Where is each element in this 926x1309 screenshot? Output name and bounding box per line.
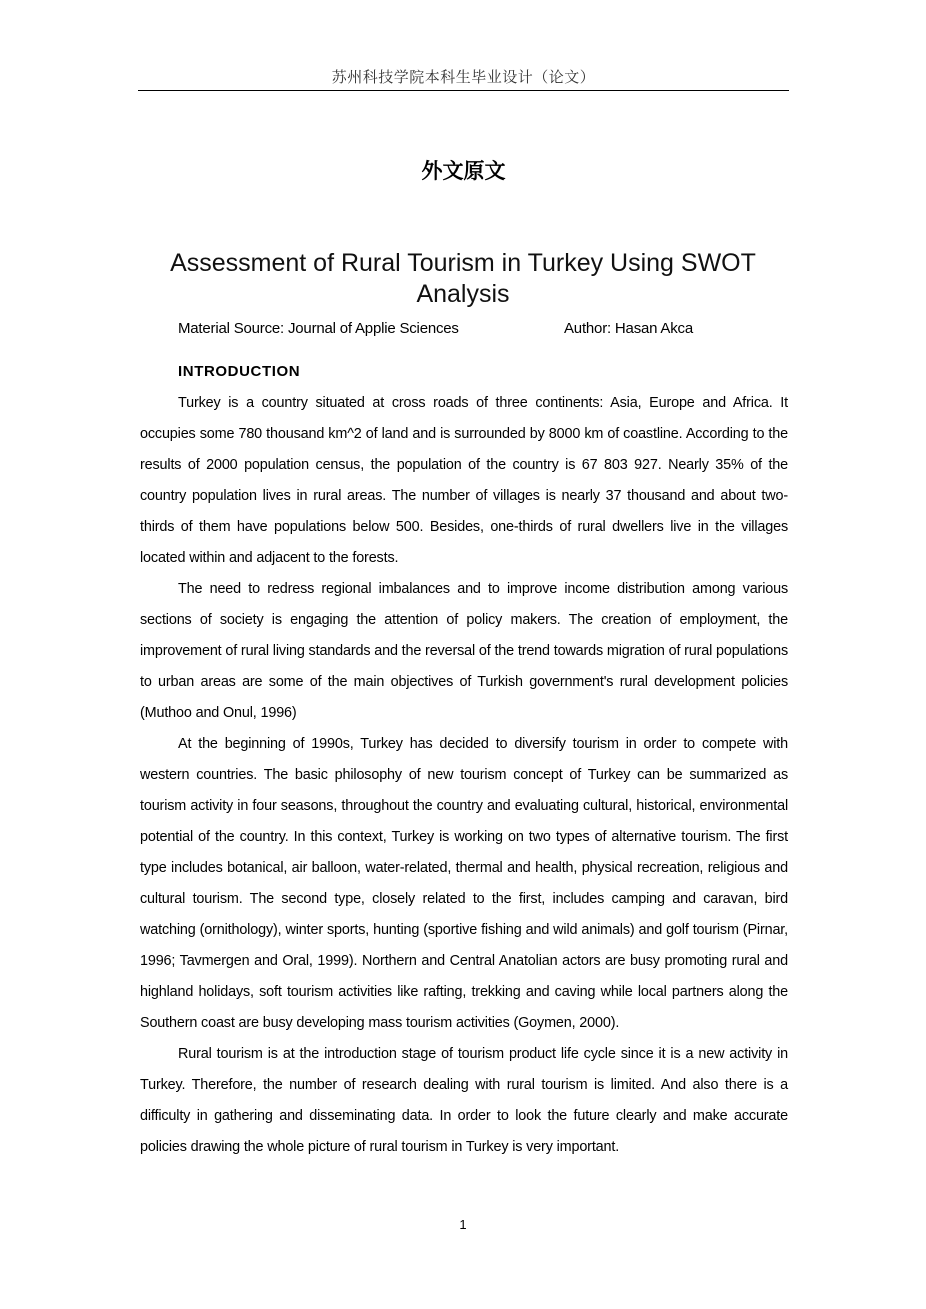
section-heading: 外文原文 (421, 159, 506, 183)
running-header: 苏州科技学院本科生毕业设计（论文） (331, 68, 596, 86)
introduction-body (140, 388, 788, 1163)
paragraph-3: At the beginning of 1990s, Turkey has decided to diversify tourism in order to compete with western countries. The basic philosophy of new tourism concept of Turkey can be summarized as tourism activity in four seasons, throughout the country and evaluating cultural, historical, environmental potential of the country. In this context, Turkey is working on two types of alternative tourism. The first type includes botanical, air balloon, water-related, thermal and health, physical recreation, religious and cultural tourism. The second type, closely related to the first, includes camping and caravan, bird watching (ornithology), winter sports, hunting (sportive fishing and wild animals) and golf tourism (Pirnar, 1996; Tavmergen and Oral, 1999). Northern and Central Anatolian actors are busy promoting rural and highland holidays, soft tourism activities like rafting, trekking and caving while local partners along the Southern coast are busy developing mass tourism activities (Goymen, 2000). (140, 736, 788, 1031)
introduction-heading: INTRODUCTION (178, 363, 301, 380)
paper-title: Assessment of Rural Tourism in Turkey Using SWOT Analysis (170, 249, 756, 308)
paragraph-4: Rural tourism is at the introduction stage of tourism product life cycle since it is a new activity in Turkey. Therefore, the number of research dealing with rural tourism is limited. And also there is a difficulty in gathering and disseminating data. In order to look the future clearly and make accurate policies drawing the whole picture of rural tourism in Turkey is very important. (140, 1046, 788, 1155)
material-source: Material Source: Journal of Applie Sciences (178, 320, 459, 337)
paragraph-1: Turkey is a country situated at cross roads of three continents: Asia, Europe and Africa. It occupies some 780 thousand km^2 of land and is surrounded by 8000 km of coastline. According to the results of 2000 population census, the population of the country is 67 803 927. Nearly 35% of the country population lives in rural areas. The number of villages is nearly 37 thousand and about two-thirds of them have populations below 500. Besides, one-thirds of rural dwellers live in the villages located within and adjacent to the forests. (140, 395, 788, 566)
page-number: 1 (459, 1217, 467, 1232)
author-line: Author: Hasan Akca (564, 320, 693, 337)
paragraph-2: The need to redress regional imbalances and to improve income distribution among various sections of society is engaging the attention of policy makers. The creation of employment, the improvement of rural living standards and the reversal of the trend towards migration of rural populations to urban areas are some of the main objectives of Turkish government's rural development policies (Muthoo and Onul, 1996) (140, 581, 789, 721)
header-rule (138, 90, 789, 91)
